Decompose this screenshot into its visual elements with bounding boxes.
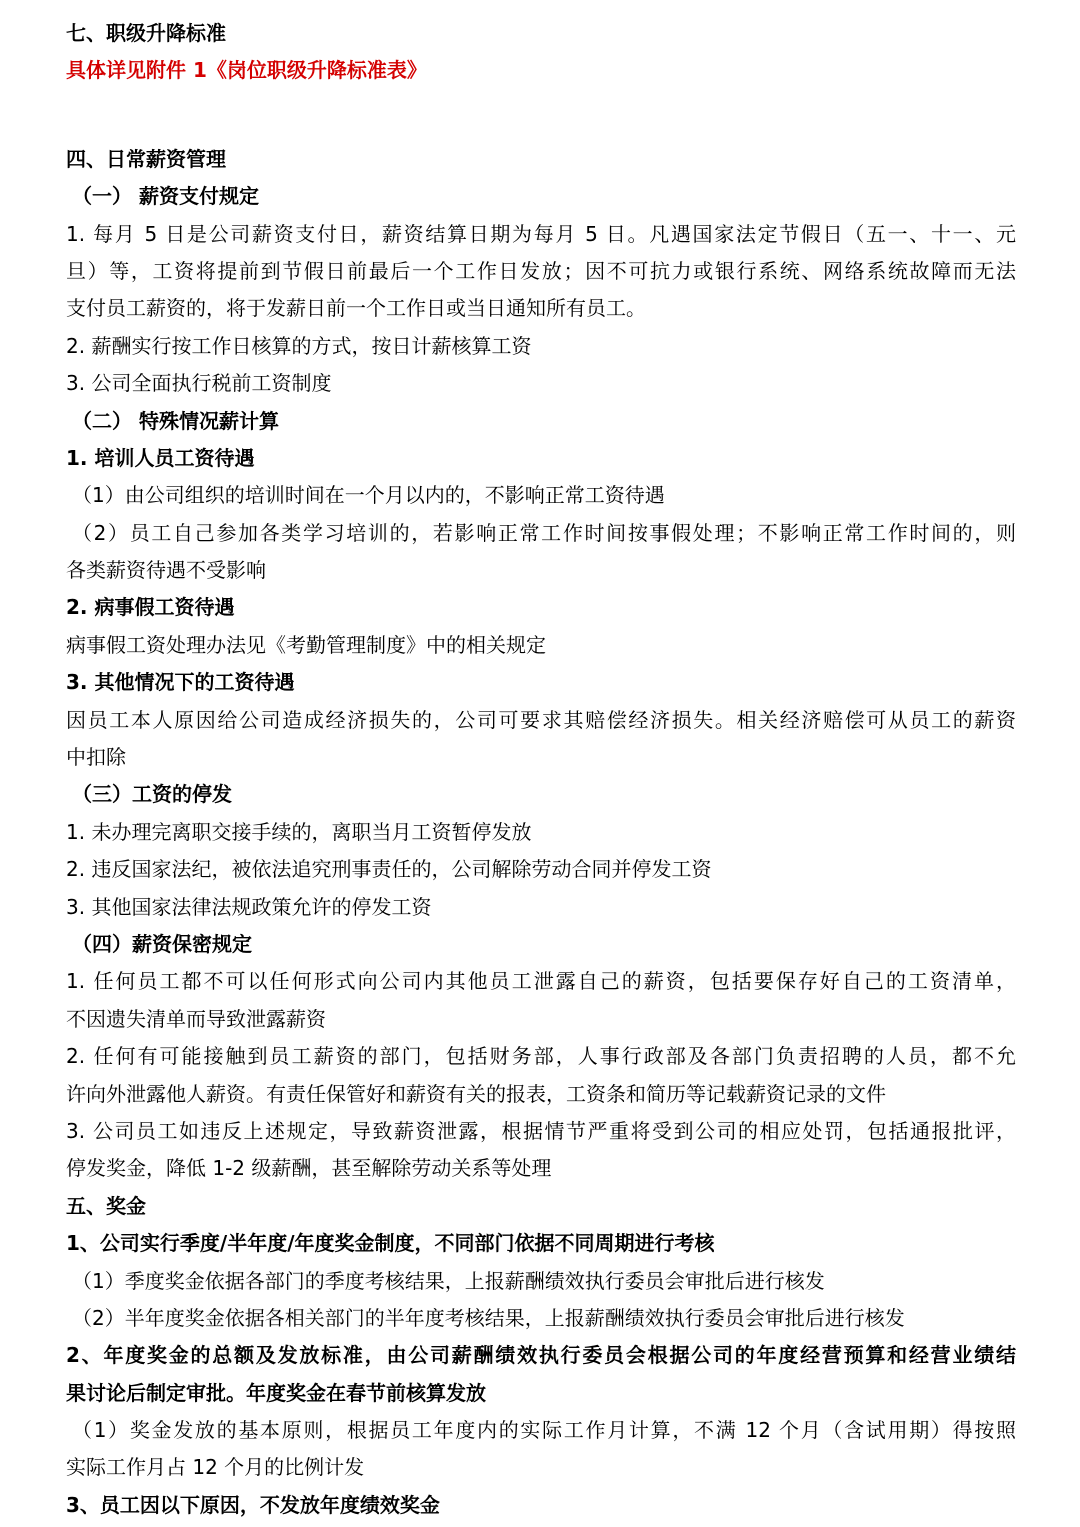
section-heading-7: 七、职级升降标准 [66, 21, 226, 45]
section-heading-4: 四、日常薪资管理 [66, 146, 226, 171]
paragraph-line: 1. 每月 5 日是公司薪资支付日，薪资结算日期为每月 5 日。凡遇国家法定节假日（五一、十一、元 [66, 221, 1016, 246]
paragraph-line: 许向外泄露他人薪资。有责任保管好和薪资有关的报表，工资条和简历等记载薪资记录的文件 [66, 1081, 886, 1106]
paragraph-line: 停发奖金，降低 1-2 级薪酬，甚至解除劳动关系等处理 [66, 1156, 552, 1181]
subheading-salary-confidentiality: （四）薪资保密规定 [72, 931, 252, 956]
paragraph-line: 各类薪资待遇不受影响 [66, 558, 266, 583]
paragraph-line: 3. 公司全面执行税前工资制度 [66, 371, 332, 396]
item-heading: 3. 其他情况下的工资待遇 [66, 670, 295, 695]
paragraph-line: 病事假工资处理办法见《考勤管理制度》中的相关规定 [66, 632, 546, 657]
paragraph-line: 支付员工薪资的，将于发薪日前一个工作日或当日通知所有员工。 [66, 296, 646, 321]
paragraph-line: 3. 其他国家法律法规政策允许的停发工资 [66, 894, 432, 919]
paragraph-line: 旦）等，工资将提前到节假日前最后一个工作日发放；因不可抗力或银行系统、网络系统故障而无法 [66, 258, 1016, 283]
paragraph-line: 2. 违反国家法纪，被依法追究刑事责任的，公司解除劳动合同并停发工资 [66, 857, 712, 882]
spacer [66, 90, 1016, 141]
subheading-salary-suspension: （三）工资的停发 [72, 782, 232, 807]
item-heading: 2、年度奖金的总额及发放标准，由公司薪酬绩效执行委员会根据公司的年度经营预算和经营业绩结 [66, 1343, 1016, 1368]
paragraph-line: 2. 任何有可能接触到员工薪资的部门，包括财务部，人事行政部及各部门负责招聘的人员，都不允 [66, 1044, 1016, 1069]
section-heading-5: 五、奖金 [66, 1193, 146, 1218]
paragraph-line: （2）半年度奖金依据各相关部门的半年度考核结果，上报薪酬绩效执行委员会审批后进行核发 [72, 1305, 905, 1330]
paragraph-line: 1. 任何员工都不可以任何形式向公司内其他员工泄露自己的薪资，包括要保存好自己的工资清单， [66, 969, 1016, 994]
paragraph-line: 2. 薪酬实行按工作日核算的方式，按日计薪核算工资 [66, 333, 532, 358]
item-heading: 3、员工因以下原因，不发放年度绩效奖金 [66, 1492, 440, 1517]
paragraph-line: 3. 公司员工如违反上述规定，导致薪资泄露，根据情节严重将受到公司的相应处罚，包括通报批评， [66, 1118, 1016, 1143]
paragraph-line: （1）季度奖金依据各部门的季度考核结果，上报薪酬绩效执行委员会审批后进行核发 [72, 1268, 825, 1293]
item-heading: 果讨论后制定审批。年度奖金在春节前核算发放 [66, 1380, 486, 1405]
paragraph-line: 因员工本人原因给公司造成经济损失的，公司可要求其赔偿经济损失。相关经济赔偿可从员工的薪资 [66, 707, 1016, 732]
paragraph-line: 1. 未办理完离职交接手续的，离职当月工资暂停发放 [66, 819, 532, 844]
item-heading: 1. 培训人员工资待遇 [66, 445, 255, 470]
paragraph-line: （2）员工自己参加各类学习培训的，若影响正常工作时间按事假处理；不影响正常工作时间的，则 [72, 520, 1016, 545]
subheading-special-cases: （二） 特殊情况薪计算 [72, 408, 279, 433]
paragraph-line: 不因遗失清单而导致泄露薪资 [66, 1006, 326, 1031]
item-heading: 2. 病事假工资待遇 [66, 595, 235, 620]
attachment-reference: 具体详见附件 1《岗位职级升降标准表》 [66, 58, 427, 83]
paragraph-line: 实际工作月占 12 个月的比例计发 [66, 1455, 365, 1480]
item-heading: 1、公司实行季度/半年度/年度奖金制度，不同部门依据不同周期进行考核 [66, 1231, 715, 1256]
subheading-payment-rules: （一） 薪资支付规定 [72, 184, 259, 209]
paragraph-line: 中扣除 [66, 745, 126, 770]
paragraph-line: （1）由公司组织的培训时间在一个月以内的，不影响正常工资待遇 [72, 483, 665, 508]
paragraph-line: （1）奖金发放的基本原则，根据员工年度内的实际工作月计算，不满 12 个月（含试用期）得按照 [72, 1418, 1016, 1443]
